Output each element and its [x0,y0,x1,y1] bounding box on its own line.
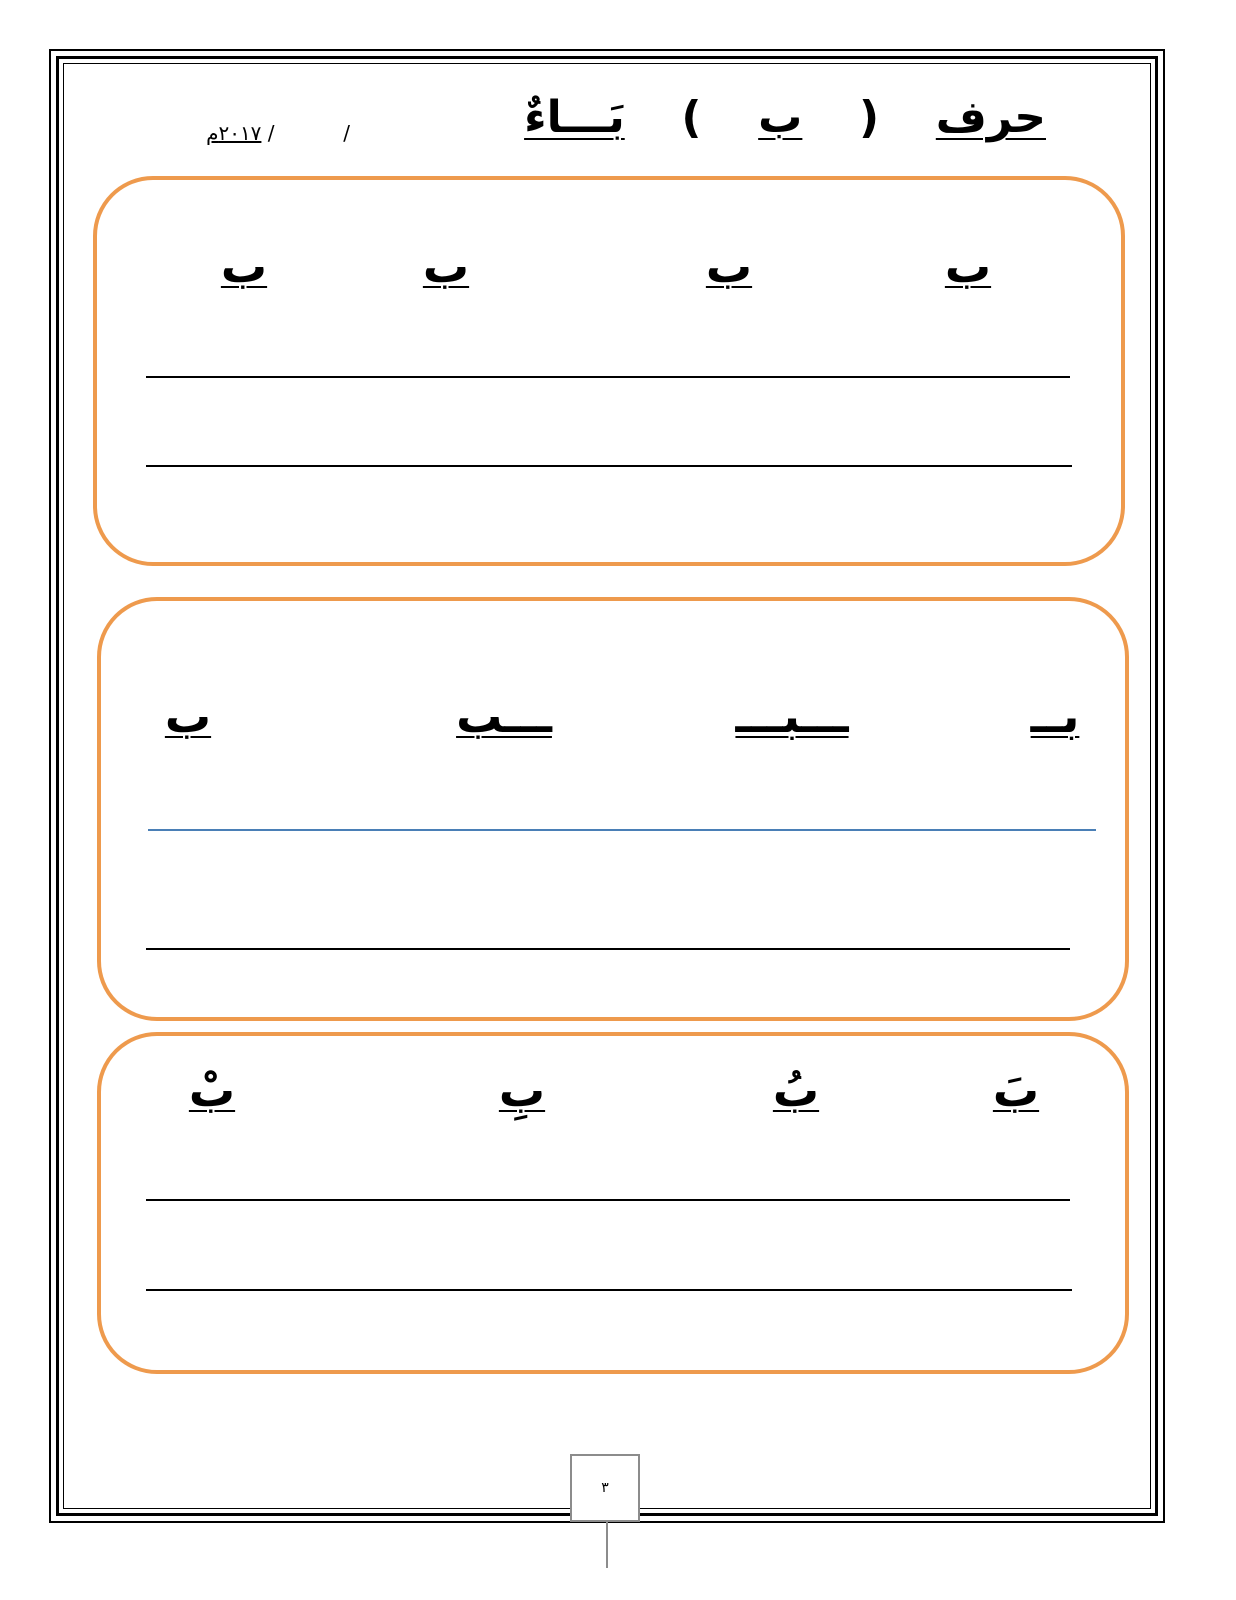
practice-letter-sukun: بْ [188,1063,236,1117]
practice-box-harakat [97,1032,1129,1374]
page-number-connector [606,1522,608,1568]
title-letter: ب [758,92,803,143]
title-word: حرف [935,92,1046,143]
practice-letter: ب [220,239,268,293]
practice-letter: ب [944,239,992,293]
writing-line [146,376,1070,378]
writing-line-blue [148,829,1096,831]
practice-letter-fatha: بَ [992,1063,1040,1117]
writing-line [146,948,1070,950]
practice-letter: ب [422,239,470,293]
title-open-paren: ( [859,92,880,143]
writing-line [146,1199,1070,1201]
practice-letter-kasra: بِ [498,1063,546,1117]
date-year: ٢٠١٧م [206,121,262,145]
title-letter-name: بَـــاءٌ [524,92,625,143]
date-field [190,118,350,148]
practice-letter: ب [705,239,753,293]
writing-line [146,465,1072,467]
writing-line [146,1289,1072,1291]
practice-box-positions [97,597,1129,1021]
worksheet-title [524,88,1046,148]
page-number-box [570,1454,640,1522]
date-slash: / [343,121,350,145]
page-number: ٣ [601,1480,609,1496]
practice-letter-medial: ـــبـــ [735,689,849,743]
title-close-paren: ) [681,92,702,143]
date-slash: / [267,121,275,145]
practice-box-isolated [93,176,1125,566]
practice-letter-damma: بُ [772,1063,820,1117]
practice-letter-isolated: ب [164,689,212,743]
practice-letter-final: ـــب [456,689,552,743]
practice-letter-initial: بــ [1030,689,1080,743]
